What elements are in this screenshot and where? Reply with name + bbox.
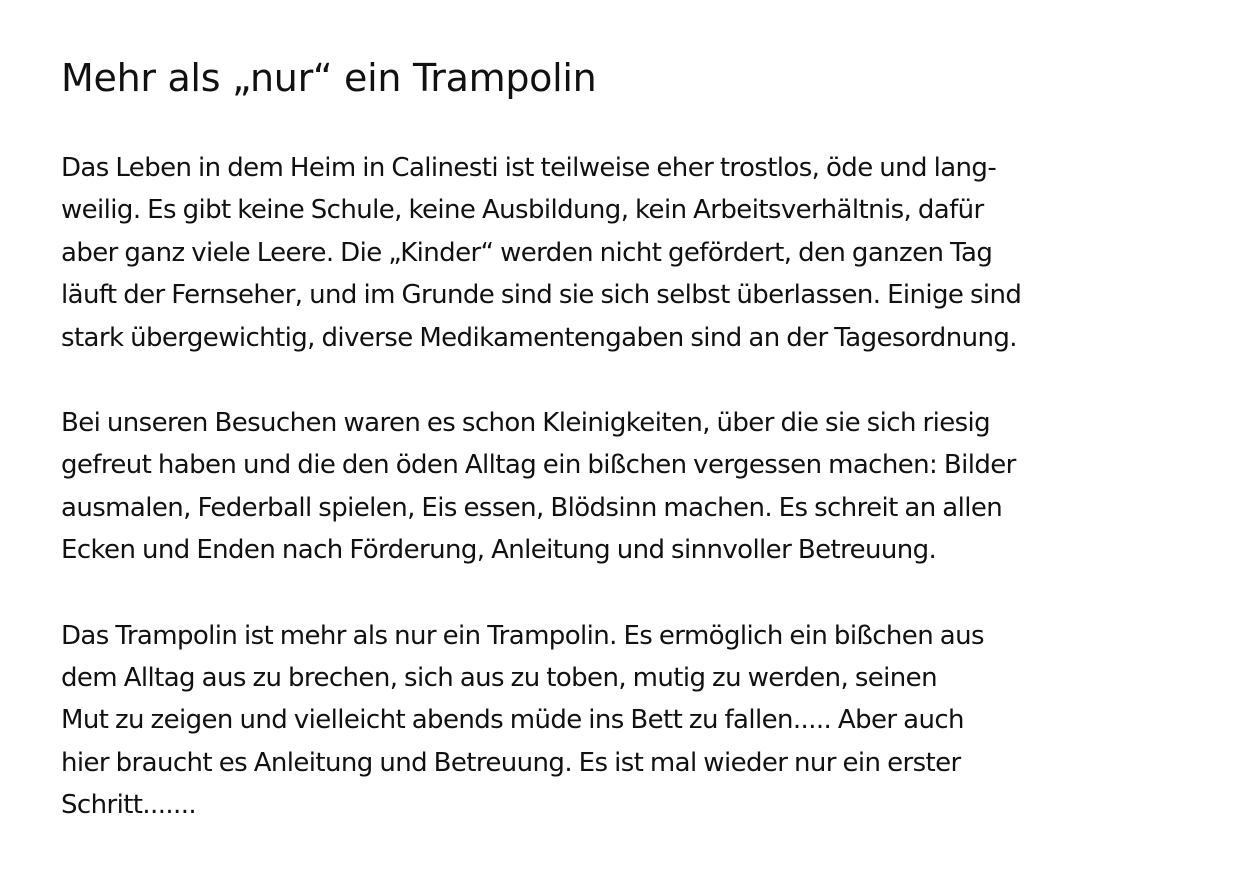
text-line: Mut zu zeigen und vielleicht abends müde ins Bett zu fallen..... Aber auch xyxy=(61,705,964,736)
text-line: ausmalen, Federball spielen, Eis essen, Blödsinn machen. Es schreit an allen xyxy=(61,492,1003,523)
paragraph-1 xyxy=(61,147,1201,359)
text-line: weilig. Es gibt keine Schule, keine Ausbildung, kein Arbeitsverhältnis, dafür xyxy=(61,195,984,226)
text-line: stark übergewichtig, diverse Medikamentengaben sind an der Tagesordnung. xyxy=(61,322,1017,353)
text-line: hier braucht es Anleitung und Betreuung. Es ist mal wieder nur ein erster xyxy=(61,747,961,778)
text-line: aber ganz viele Leere. Die „Kinder“ werden nicht gefördert, den ganzen Tag xyxy=(61,237,993,268)
text-line: dem Alltag aus zu brechen, sich aus zu toben, mutig zu werden, seinen xyxy=(61,662,937,693)
text-line: Ecken und Enden nach Förderung, Anleitung und sinnvoller Betreuung. xyxy=(61,535,937,566)
text-line: läuft der Fernseher, und im Grunde sind sie sich selbst überlassen. Einige sind xyxy=(61,280,1022,311)
text-line: Bei unseren Besuchen waren es schon Kleinigkeiten, über die sie sich riesig xyxy=(61,407,991,438)
text-line: Das Leben in dem Heim in Calinesti ist teilweise eher trostlos, öde und lang- xyxy=(61,153,997,183)
text-line: Das Trampolin ist mehr als nur ein Trampolin. Es ermöglich ein bißchen aus xyxy=(61,620,984,651)
document-page xyxy=(61,52,1201,869)
document-body xyxy=(61,147,1201,826)
paragraph-3 xyxy=(61,615,1201,827)
paragraph-2 xyxy=(61,402,1201,572)
text-line: Schritt....... xyxy=(61,790,197,821)
text-line: gefreut haben und die den öden Alltag ein bißchen vergessen machen: Bilder xyxy=(61,450,1016,481)
document-title: Mehr als „nur“ ein Trampolin xyxy=(61,56,597,100)
